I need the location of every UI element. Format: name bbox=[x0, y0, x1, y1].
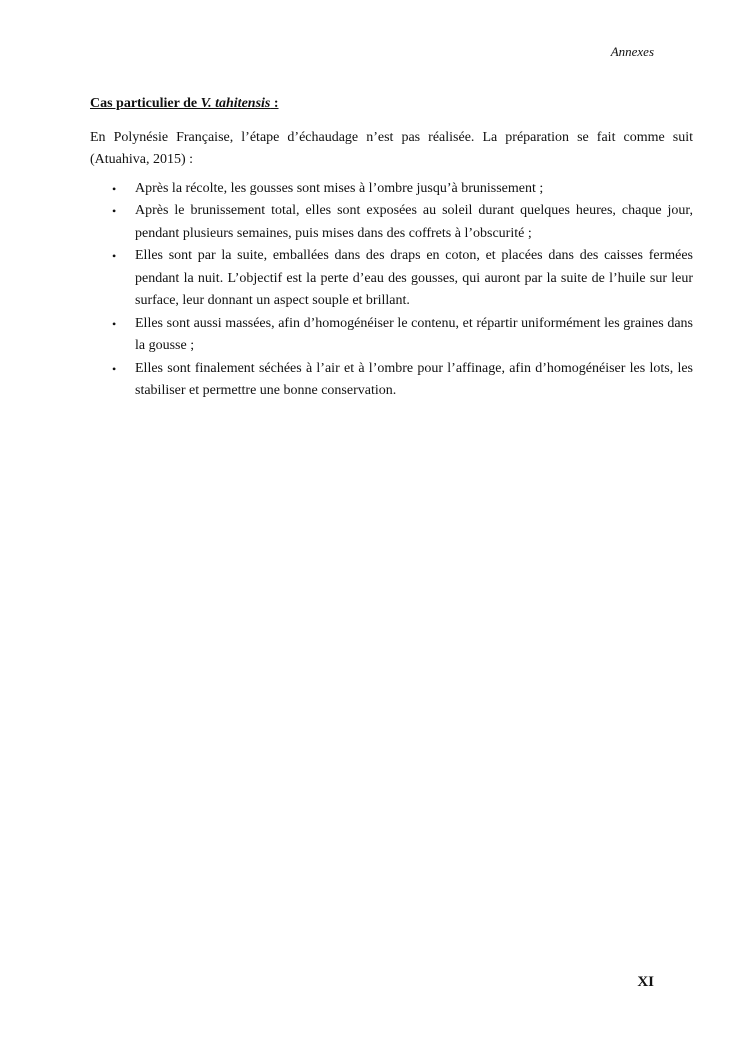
list-item bbox=[90, 245, 693, 313]
list-item-text: Elles sont par la suite, emballées dans des draps en coton, et placées dans des caisses fermées pendant la nuit. L’objectif est la perte d’eau des gousses, qui auront par la suite de l’huile sur leur surface, leur donnant un aspect souple et brillant. bbox=[135, 248, 693, 308]
list-item bbox=[90, 313, 693, 358]
intro-paragraph: En Polynésie Française, l’étape d’échaudage n’est pas réalisée. La préparation se fait comme suit (Atuahiva, 2015) : bbox=[90, 129, 693, 167]
running-header: Annexes bbox=[610, 44, 654, 59]
page-body bbox=[90, 93, 693, 403]
list-item-text: Après la récolte, les gousses sont mises à l’ombre jusqu’à brunissement ; bbox=[135, 180, 544, 196]
list-item-text: Après le brunissement total, elles sont exposées au soleil durant quelques heures, chaque jour, pendant plusieurs semaines, puis mises dans des coffrets à l’obscurité ; bbox=[135, 203, 693, 241]
list-item-text: Elles sont aussi massées, afin d’homogénéiser le contenu, et répartir uniformément les graines dans la gousse ; bbox=[135, 315, 693, 353]
bullet-icon: • bbox=[112, 361, 117, 376]
list-item-text: Elles sont finalement séchées à l’air et à l’ombre pour l’affinage, afin d’homogénéiser les lots, les stabiliser et permettre une bonne conservation. bbox=[135, 360, 693, 398]
list-item bbox=[90, 178, 693, 201]
bullet-icon: • bbox=[112, 249, 117, 263]
section-title bbox=[90, 93, 693, 116]
section-title-prefix: Cas particulier de bbox=[90, 96, 201, 111]
list-item bbox=[90, 200, 693, 245]
preparation-steps-list bbox=[90, 178, 693, 403]
page-number: XI bbox=[637, 974, 654, 990]
bullet-icon: • bbox=[112, 204, 117, 218]
bullet-icon: • bbox=[112, 316, 117, 331]
list-item bbox=[90, 358, 693, 403]
bullet-icon: • bbox=[112, 181, 117, 196]
section-title-suffix: : bbox=[270, 96, 279, 111]
section-title-species: V. tahitensis bbox=[200, 96, 271, 111]
